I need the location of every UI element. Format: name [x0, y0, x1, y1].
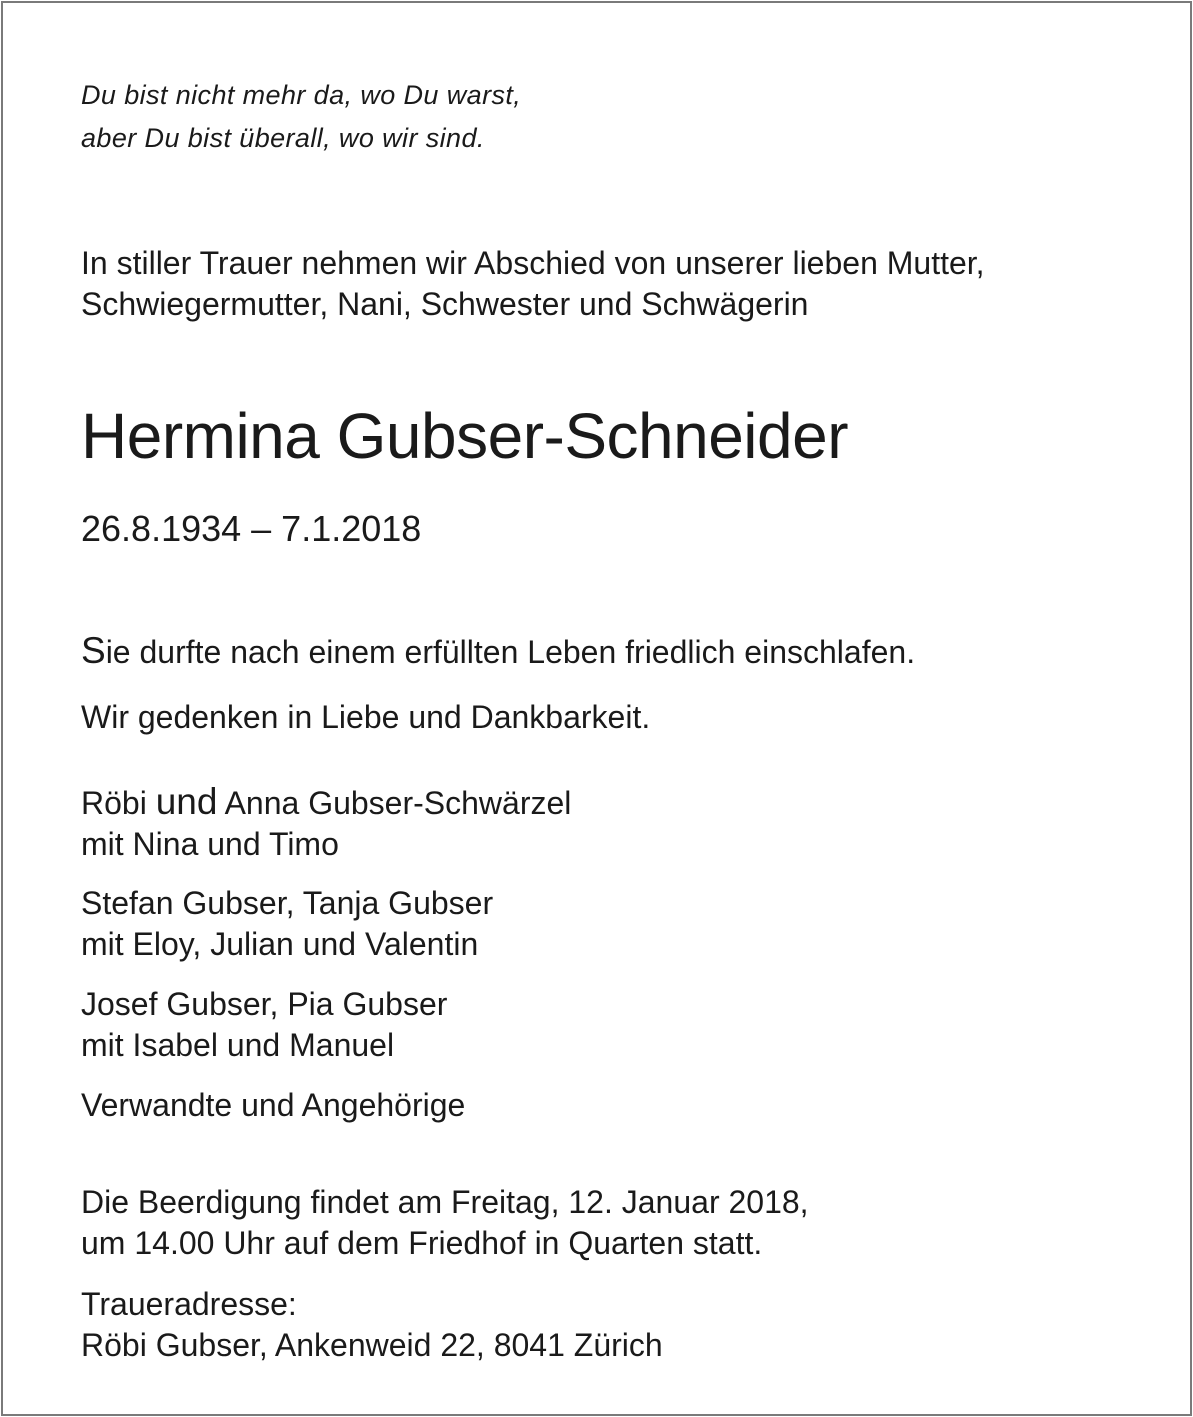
- relatives-line: Verwandte und Angehörige: [81, 1087, 466, 1123]
- quote-line-2: aber Du bist überall, wo wir sind.: [81, 123, 485, 153]
- announcement-intro: [81, 243, 985, 325]
- statement-rest: ie durfte nach einem erfüllten Leben friedlich einschlafen.: [105, 634, 916, 670]
- intro-line-2: Schwiegermutter, Nani, Schwester und Schwägerin: [81, 286, 809, 322]
- statement-line: [81, 630, 915, 673]
- address-value: Röbi Gubser, Ankenweid 22, 8041 Zürich: [81, 1327, 663, 1363]
- family-2-line-2: mit Eloy, Julian und Valentin: [81, 926, 479, 962]
- mourner-family-2: [81, 883, 493, 965]
- mourning-address: [81, 1284, 663, 1366]
- family-1-first-name: Röbi: [81, 785, 147, 821]
- remembrance-line: Wir gedenken in Liebe und Dankbarkeit.: [81, 699, 651, 735]
- family-3-line-1: Josef Gubser, Pia Gubser: [81, 986, 448, 1022]
- family-3-line-2: mit Isabel und Manuel: [81, 1027, 395, 1063]
- address-label: Traueradresse:: [81, 1286, 297, 1322]
- obituary-notice: [1, 1, 1192, 1416]
- funeral-line-2: um 14.00 Uhr auf dem Friedhof in Quarten statt.: [81, 1225, 763, 1261]
- family-1-line-1: [81, 781, 571, 824]
- family-2-line-1: Stefan Gubser, Tanja Gubser: [81, 885, 494, 921]
- memorial-quote: [81, 74, 521, 160]
- funeral-details: [81, 1182, 809, 1264]
- mourner-family-3: [81, 984, 447, 1066]
- deceased-name: Hermina Gubser-Schneider: [81, 400, 848, 472]
- funeral-line-1: Die Beerdigung findet am Freitag, 12. Januar 2018,: [81, 1184, 809, 1220]
- mourner-family-1: [81, 781, 571, 865]
- family-1-conjunction: und: [155, 781, 218, 822]
- statement-initial: S: [81, 630, 106, 671]
- intro-line-1: In stiller Trauer nehmen wir Abschied von unserer lieben Mutter,: [81, 245, 985, 281]
- family-1-line-2: mit Nina und Timo: [81, 826, 339, 862]
- family-1-partner: Anna Gubser-Schwärzel: [224, 785, 572, 821]
- life-dates: 26.8.1934 – 7.1.2018: [81, 508, 422, 549]
- quote-line-1: Du bist nicht mehr da, wo Du warst,: [81, 80, 522, 110]
